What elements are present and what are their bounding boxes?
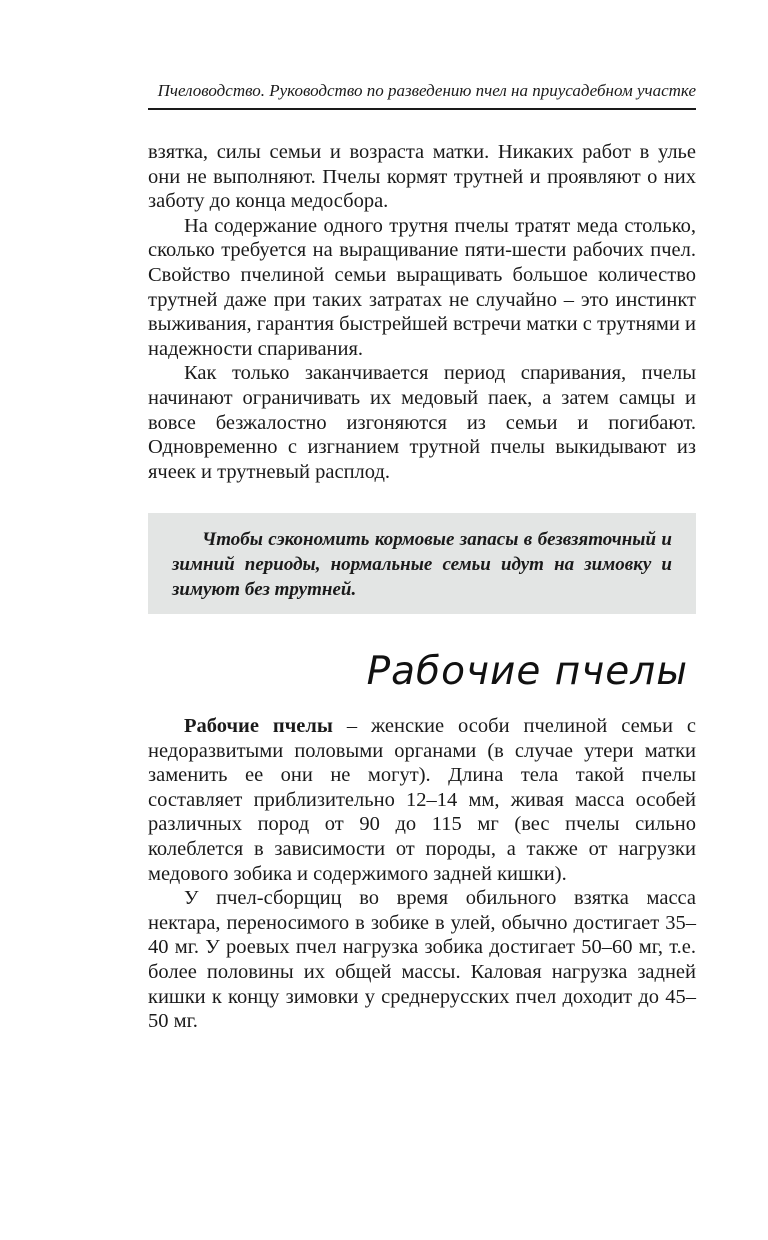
callout-text: Чтобы сэкономить кормовые запасы в безвзяточный и зимний периоды, нормальные семьи идут на зимовку и зимуют без трутней.	[172, 529, 672, 600]
paragraph-worker-bees-load: У пчел-сборщиц во время обильного взятка масса нектара, переносимого в зобике в улей, обычно достигает 35–40 мг. У роевых пчел нагрузка зобика достигает 50–60 мг, т.е. более половины их общей массы. Каловая нагрузка задней кишки к концу зимовки у среднерусских пчел доходит до 45–50 мг.	[148, 887, 696, 1033]
section-heading: Рабочие пчелы	[366, 649, 688, 694]
paragraph-drone-expulsion: Как только заканчивается период спаривания, пчелы начинают ограничивать их медовый паек, а затем самцы и вовсе безжалостно изгоняются из семьи и погибают. Одновременно с изгнанием трутной пчелы выкидывают из ячеек и трутневый расплод.	[148, 362, 696, 483]
paragraph-drone-feeding: На содержание одного трутня пчелы тратят меда столько, сколько требуется на выращивание пяти-шести рабочих пчел. Свойство пчелиной семьи выращивать большое количество трутней даже при таких затратах не случайно – это инстинкт выживания, гарантия быстрейшей встречи матки с трутнями и надежности спаривания.	[148, 214, 696, 360]
term-worker-bees: Рабочие пчелы	[184, 715, 333, 737]
paragraph-continuation: взятка, силы семьи и возраста матки. Никаких работ в улье они не выполняют. Пчелы кормят трутней и проявляют о них заботу до конца медосбора.	[148, 141, 696, 213]
callout-box	[148, 513, 696, 614]
paragraph-worker-bees-definition	[148, 714, 696, 886]
header-rule	[148, 108, 696, 110]
body-text-bottom	[148, 714, 696, 1034]
running-header: Пчеловодство. Руководство по разведению пчел на приусадебном участке	[157, 81, 696, 100]
definition-text: – женские особи пчелиной семьи с недоразвитыми половыми органами (в случае утери матки заменить ее они не могут). Длина тела такой пчелы составляет приблизительно 12–14 мм, живая масса особей различных пород от 90 до 115 мг (вес пчелы сильно колеблется в зависимости от породы, а также от нагрузки медового зобика и содержимого задней кишки).	[148, 715, 697, 885]
body-text-top	[148, 140, 696, 484]
